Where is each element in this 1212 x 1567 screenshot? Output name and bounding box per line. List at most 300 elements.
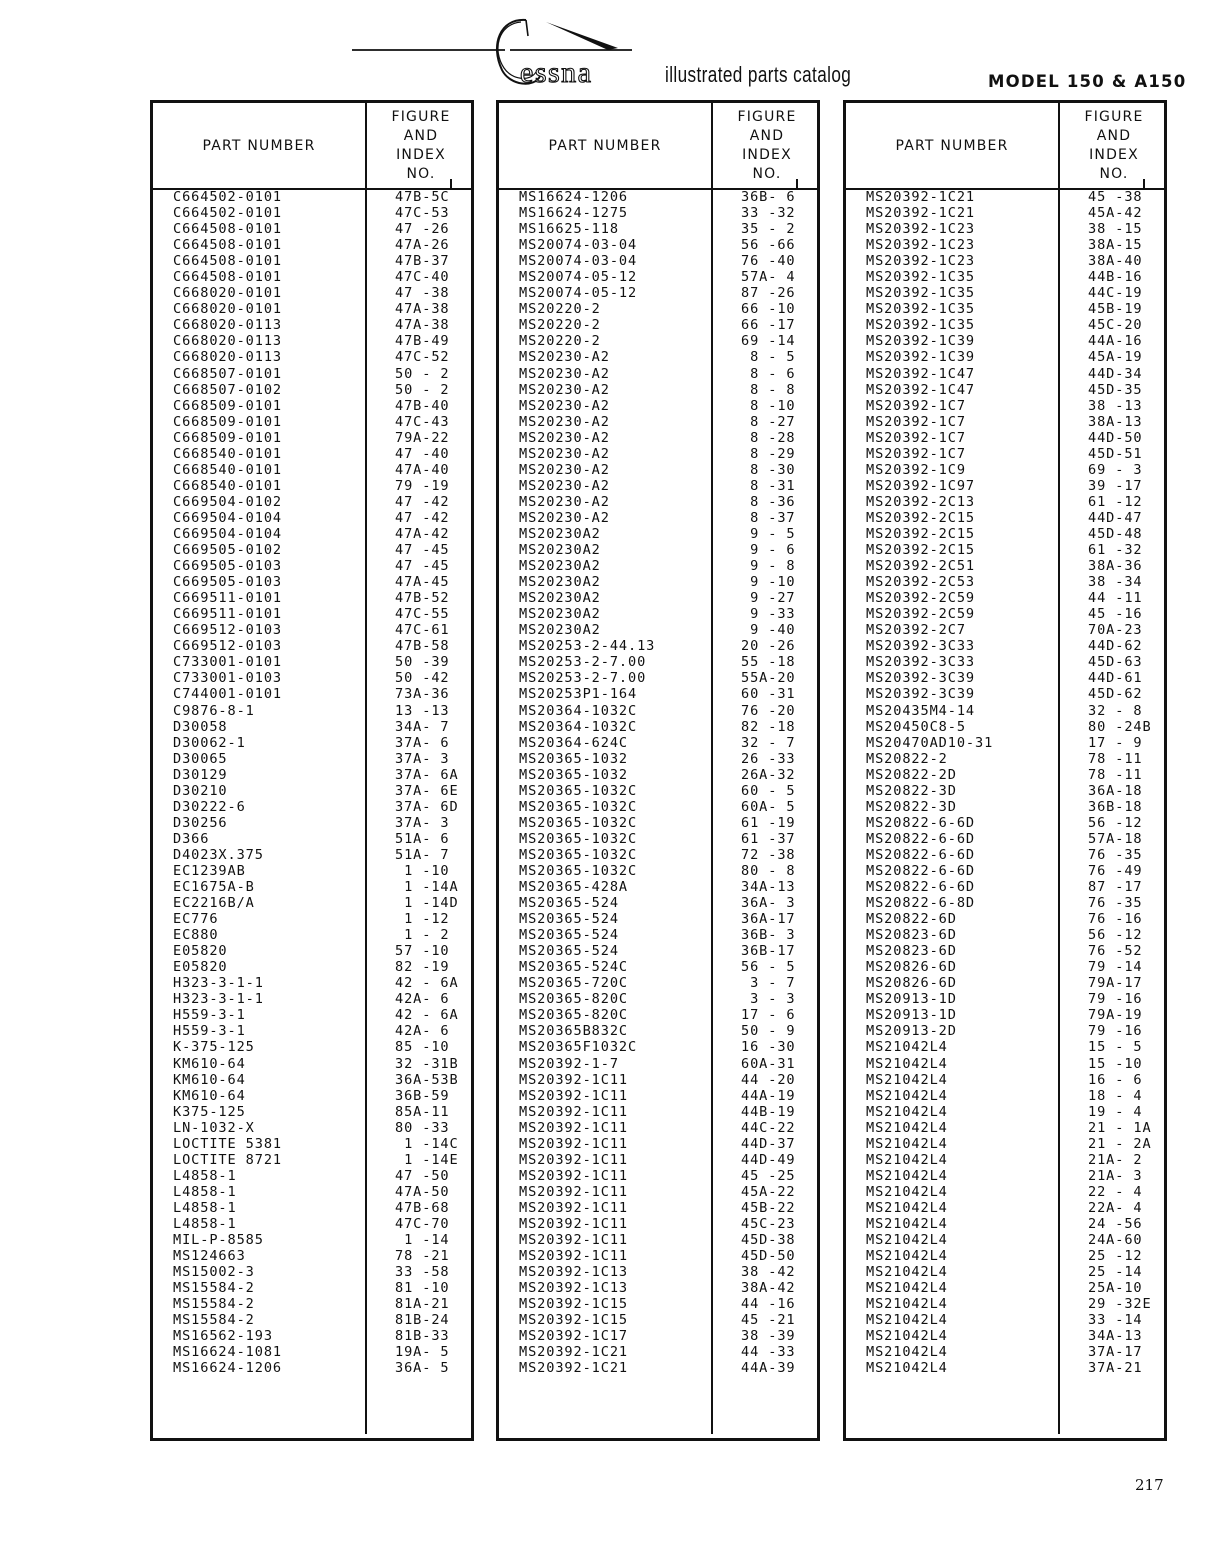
part-number-cell: MS124663 <box>173 1248 246 1265</box>
part-number-cell: MS20365-1032C <box>519 846 638 863</box>
part-number-cell: MS20392-1C11 <box>519 1248 629 1265</box>
figure-index-cell: 47 -40 <box>395 445 450 462</box>
figure-index-cell: 47A-50 <box>395 1183 450 1200</box>
part-number-cell: MS20392-1C11 <box>519 1135 629 1152</box>
part-number-cell: MS20392-2C15 <box>866 509 976 526</box>
part-number-cell: MS21042L4 <box>866 1296 948 1313</box>
table-row <box>153 478 471 494</box>
figure-index-cell: 1 -14D <box>395 895 459 912</box>
figure-index-cell: 38 -34 <box>1088 574 1143 591</box>
figure-index-cell: 81B-33 <box>395 1328 450 1345</box>
part-number-cell: MS20220-2 <box>519 301 601 318</box>
figure-index-cell: 9 -27 <box>741 590 796 607</box>
part-number-cell: MS20392-3C39 <box>866 670 976 687</box>
table-row <box>846 462 1164 478</box>
figure-index-cell: 66 -10 <box>741 301 796 318</box>
table-row <box>153 767 471 783</box>
part-number-cell: MS15584-2 <box>173 1280 255 1297</box>
part-number-cell: MS20392-1C13 <box>519 1264 629 1281</box>
figure-index-cell: 18 - 4 <box>1088 1087 1143 1104</box>
figure-index-cell: 56 -66 <box>741 237 796 254</box>
figure-index-cell: 56 - 5 <box>741 959 796 976</box>
figure-index-cell: 8 - 6 <box>741 365 796 382</box>
figure-index-cell: 35 - 2 <box>741 221 796 238</box>
figure-index-cell: 45D-62 <box>1088 686 1143 703</box>
figure-index-cell: 36B-18 <box>1088 798 1143 815</box>
part-number-cell: MS21042L4 <box>866 1344 948 1361</box>
figure-index-cell: 73A-36 <box>395 686 450 703</box>
model-label: MODEL 150 & A150 <box>988 72 1187 91</box>
figure-index-cell: 56 -12 <box>1088 927 1143 944</box>
part-number-cell: MS15584-2 <box>173 1296 255 1313</box>
figure-index-cell: 47B-52 <box>395 590 450 607</box>
part-number-cell: MS20392-1C11 <box>519 1071 629 1088</box>
part-number-cell: MS20253-2-7.00 <box>519 670 647 687</box>
part-number-cell: C669512-0103 <box>173 638 283 655</box>
table-row <box>153 686 471 702</box>
table-row <box>846 767 1164 783</box>
figure-index-cell: 1 -12 <box>395 911 450 928</box>
figure-index-cell: 1 -14A <box>395 879 459 896</box>
figure-index-cell: 44D-37 <box>741 1135 796 1152</box>
table-row <box>846 1072 1164 1088</box>
figure-index-cell: 85A-11 <box>395 1103 450 1120</box>
part-number-cell: MS21042L4 <box>866 1039 948 1056</box>
table-row <box>846 253 1164 269</box>
figure-index-cell: 60A-31 <box>741 1055 796 1072</box>
figure-index-cell: 76 -20 <box>741 702 796 719</box>
table-row <box>499 542 817 558</box>
part-number-cell: L4858-1 <box>173 1216 237 1232</box>
figure-index-cell: 36A-53B <box>395 1071 459 1088</box>
part-number-cell: MS20822-6-6D <box>866 830 976 847</box>
part-number-cell: MS20392-1C11 <box>519 1103 629 1120</box>
table-row <box>153 1136 471 1152</box>
table-row <box>499 895 817 911</box>
table-row <box>153 366 471 382</box>
figure-index-cell: 47B-40 <box>395 397 450 414</box>
figure-index-cell: 9 - 5 <box>741 525 796 542</box>
table-row <box>499 735 817 751</box>
figure-index-cell: 1 -14 <box>395 1232 450 1249</box>
table-row <box>499 237 817 253</box>
figure-index-cell: 45D-50 <box>741 1248 796 1265</box>
table-row <box>153 1039 471 1055</box>
part-number-cell: MS20392-1C11 <box>519 1183 629 1200</box>
part-number-cell: MS20365-524 <box>519 895 619 912</box>
table-row <box>153 414 471 430</box>
figure-index-cell: 47A-38 <box>395 317 450 334</box>
table-row <box>846 622 1164 638</box>
part-number-cell: D30210 <box>173 782 228 799</box>
table-row <box>499 927 817 943</box>
figure-index-cell: 36B- 3 <box>741 927 796 944</box>
part-number-cell: D30065 <box>173 750 228 767</box>
figure-index-cell: 45D-63 <box>1088 654 1143 671</box>
part-number-cell: MS20913-1D <box>866 1007 957 1024</box>
table-row <box>153 1104 471 1120</box>
table-row <box>153 879 471 895</box>
part-number-cell: MS21042L4 <box>866 1103 948 1120</box>
table-row <box>499 1200 817 1216</box>
table-row <box>846 269 1164 285</box>
table-row <box>846 1007 1164 1023</box>
figure-index-cell: 44D-49 <box>741 1151 796 1168</box>
table-row <box>153 1200 471 1216</box>
figure-index-cell: 57 -10 <box>395 943 450 960</box>
figure-index-cell: 44C-19 <box>1088 285 1143 302</box>
figure-index-cell: 51A- 7 <box>395 846 450 863</box>
part-number-cell: MS16625-118 <box>519 221 619 238</box>
table-row <box>153 943 471 959</box>
figure-index-cell: 25 -14 <box>1088 1264 1143 1281</box>
figure-index-cell: 42 - 6A <box>395 975 459 992</box>
figure-index-cell: 79A-19 <box>1088 1007 1143 1024</box>
page-number: 217 <box>1135 1476 1164 1494</box>
part-number-cell: MS20826-6D <box>866 959 957 976</box>
part-number-cell: MS20450C8-5 <box>866 718 966 735</box>
part-number-cell: MS20230A2 <box>519 590 601 607</box>
part-number-cell: MS20826-6D <box>866 975 957 992</box>
table-row <box>499 1216 817 1232</box>
table-row <box>499 414 817 430</box>
figure-index-cell: 37A- 3 <box>395 814 450 831</box>
table-row <box>846 1264 1164 1280</box>
part-number-cell: MS20392-1C23 <box>866 221 976 238</box>
figure-index-cell: 45A-22 <box>741 1183 796 1200</box>
part-number-cell: MS20392-2C15 <box>866 525 976 542</box>
table-row <box>153 735 471 751</box>
part-number-cell: MS21042L4 <box>866 1216 948 1232</box>
figure-index-cell: 26A-32 <box>741 766 796 783</box>
part-number-cell: MS20365-524 <box>519 927 619 944</box>
table-row <box>153 1152 471 1168</box>
table-row <box>846 414 1164 430</box>
part-number-cell: KM610-64 <box>173 1071 246 1088</box>
part-number-cell: MS20392-2C13 <box>866 493 976 510</box>
part-number-cell: MS20392-1C7 <box>866 413 966 430</box>
part-number-header: PART NUMBER <box>895 137 1009 154</box>
table-row <box>499 349 817 365</box>
table-row <box>153 863 471 879</box>
figure-index-cell: 24A-60 <box>1088 1232 1143 1249</box>
part-number-cell: MS20392-1C35 <box>866 317 976 334</box>
part-number-cell: MS20365-720C <box>519 975 629 992</box>
part-number-cell: MS20230-A2 <box>519 381 610 398</box>
table-row <box>846 237 1164 253</box>
table-row <box>846 1023 1164 1039</box>
part-number-cell: MS21042L4 <box>866 1232 948 1249</box>
figure-index-cell: 47 -45 <box>395 542 450 559</box>
figure-index-cell: 45D-35 <box>1088 381 1143 398</box>
parts-rows <box>153 189 471 1376</box>
part-number-cell: MS20392-1C11 <box>519 1216 629 1232</box>
part-number-cell: MS20823-6D <box>866 927 957 944</box>
table-row <box>846 606 1164 622</box>
figure-index-cell: 47C-70 <box>395 1216 450 1232</box>
figure-index-cell: 72 -38 <box>741 846 796 863</box>
table-row <box>846 1312 1164 1328</box>
table-row <box>846 446 1164 462</box>
table-row <box>499 1344 817 1360</box>
part-number-cell: H559-3-1 <box>173 1023 246 1040</box>
table-row <box>846 366 1164 382</box>
figure-index-cell: 32 - 8 <box>1088 702 1143 719</box>
part-number-cell: L4858-1 <box>173 1167 237 1184</box>
part-number-cell: MS15584-2 <box>173 1312 255 1329</box>
part-number-cell: KM610-64 <box>173 1087 246 1104</box>
table-row <box>499 1280 817 1296</box>
figure-index-cell: 45C-20 <box>1088 317 1143 334</box>
table-row <box>846 1088 1164 1104</box>
part-number-cell: C668020-0113 <box>173 333 283 350</box>
part-number-cell: K375-125 <box>173 1103 246 1120</box>
figure-index-cell: 61 -12 <box>1088 493 1143 510</box>
figure-index-cell: 45D-38 <box>741 1232 796 1249</box>
table-row <box>153 959 471 975</box>
part-number-cell: MIL-P-8585 <box>173 1232 264 1249</box>
table-row <box>499 686 817 702</box>
part-number-cell: MS20392-1C97 <box>866 477 976 494</box>
table-row <box>846 478 1164 494</box>
figure-index-cell: 79A-22 <box>395 429 450 446</box>
part-number-cell: MS20365B832C <box>519 1023 629 1040</box>
part-number-cell: MS20253P1-164 <box>519 686 638 703</box>
part-number-cell: D4023X.375 <box>173 846 264 863</box>
figure-index-cell: 79 -14 <box>1088 959 1143 976</box>
table-row <box>153 285 471 301</box>
figure-index-cell: 82 -18 <box>741 718 796 735</box>
figure-index-cell: 80 - 8 <box>741 862 796 879</box>
table-row <box>153 703 471 719</box>
figure-index-cell: 50 - 2 <box>395 381 450 398</box>
column-header <box>153 103 471 190</box>
table-row <box>499 205 817 221</box>
figure-index-cell: 81B-24 <box>395 1312 450 1329</box>
figure-index-cell: 50 -42 <box>395 670 450 687</box>
table-row <box>499 703 817 719</box>
part-number-header: PART NUMBER <box>202 137 316 154</box>
table-row <box>499 558 817 574</box>
table-row <box>153 895 471 911</box>
figure-index-cell: 44A-39 <box>741 1360 796 1377</box>
header-tick <box>796 179 798 188</box>
figure-index-cell: 76 -49 <box>1088 862 1143 879</box>
part-number-cell: MS20230A2 <box>519 606 601 623</box>
table-row <box>153 751 471 767</box>
table-row <box>153 911 471 927</box>
table-row <box>499 269 817 285</box>
figure-index-cell: 44D-62 <box>1088 638 1143 655</box>
figure-index-cell: 9 - 8 <box>741 558 796 575</box>
part-number-cell: MS20822-3D <box>866 798 957 815</box>
part-number-header: PART NUMBER <box>548 137 662 154</box>
table-row <box>846 831 1164 847</box>
figure-index-cell: 47C-40 <box>395 269 450 286</box>
table-row <box>846 638 1164 654</box>
figure-index-cell: 45D-48 <box>1088 525 1143 542</box>
table-row <box>153 333 471 349</box>
part-number-cell: MS21042L4 <box>866 1151 948 1168</box>
table-row <box>153 574 471 590</box>
table-row <box>499 1360 817 1376</box>
table-row <box>499 670 817 686</box>
table-row <box>499 526 817 542</box>
figure-index-header: FIGURE AND INDEX NO. <box>1084 109 1144 182</box>
part-number-cell: MS21042L4 <box>866 1312 948 1329</box>
part-number-cell: C669511-0101 <box>173 590 283 607</box>
table-row <box>153 1007 471 1023</box>
part-number-cell: MS20365-524 <box>519 911 619 928</box>
table-row <box>846 1328 1164 1344</box>
table-row <box>499 189 817 205</box>
table-row <box>153 189 471 205</box>
table-row <box>153 1168 471 1184</box>
part-number-cell: MS20364-624C <box>519 734 629 751</box>
table-row <box>153 558 471 574</box>
figure-index-cell: 87 -17 <box>1088 879 1143 896</box>
table-row <box>846 895 1164 911</box>
table-row <box>153 606 471 622</box>
figure-index-cell: 79 -16 <box>1088 991 1143 1008</box>
figure-index-cell: 45A-42 <box>1088 205 1143 222</box>
part-number-cell: MS20230-A2 <box>519 397 610 414</box>
part-number-cell: MS20392-2C59 <box>866 590 976 607</box>
table-row <box>499 494 817 510</box>
figure-index-cell: 45B-19 <box>1088 301 1143 318</box>
part-number-cell: MS21042L4 <box>866 1183 948 1200</box>
figure-index-cell: 47B-68 <box>395 1199 450 1216</box>
part-number-cell: MS21042L4 <box>866 1199 948 1216</box>
table-row <box>846 959 1164 975</box>
part-number-cell: MS20392-1C23 <box>866 237 976 254</box>
part-number-cell: MS20365-1032 <box>519 766 629 783</box>
part-number-cell: MS20822-3D <box>866 782 957 799</box>
figure-index-cell: 47B-5C <box>395 189 450 205</box>
figure-index-cell: 78 -11 <box>1088 766 1143 783</box>
table-row <box>846 911 1164 927</box>
part-number-cell: MS20220-2 <box>519 333 601 350</box>
figure-index-cell: 60 -31 <box>741 686 796 703</box>
figure-index-cell: 47C-53 <box>395 205 450 222</box>
table-row <box>846 751 1164 767</box>
figure-index-cell: 38A-42 <box>741 1280 796 1297</box>
table-row <box>499 446 817 462</box>
table-row <box>153 382 471 398</box>
table-row <box>846 1056 1164 1072</box>
parts-column-1 <box>150 100 474 1441</box>
figure-index-cell: 44 -33 <box>741 1344 796 1361</box>
part-number-cell: MS20392-1C35 <box>866 301 976 318</box>
part-number-cell: D30129 <box>173 766 228 783</box>
figure-index-cell: 8 -37 <box>741 509 796 526</box>
figure-index-cell: 45B-22 <box>741 1199 796 1216</box>
table-row <box>499 301 817 317</box>
table-row <box>153 847 471 863</box>
figure-index-cell: 34A-13 <box>741 879 796 896</box>
part-number-cell: MS20392-1C9 <box>866 461 966 478</box>
part-number-cell: MS20392-2C53 <box>866 574 976 591</box>
part-number-cell: MS21042L4 <box>866 1360 948 1377</box>
table-row <box>846 1360 1164 1376</box>
table-row <box>499 462 817 478</box>
table-row <box>153 349 471 365</box>
part-number-cell: D30256 <box>173 814 228 831</box>
figure-index-cell: 76 -52 <box>1088 943 1143 960</box>
table-row <box>153 638 471 654</box>
part-number-cell: C733001-0101 <box>173 654 283 671</box>
part-number-cell: MS21042L4 <box>866 1135 948 1152</box>
figure-index-cell: 79 -16 <box>1088 1023 1143 1040</box>
figure-index-cell: 36A-17 <box>741 911 796 928</box>
table-row <box>499 317 817 333</box>
part-number-cell: MS20392-1C39 <box>866 349 976 366</box>
part-number-cell: MS20365F1032C <box>519 1039 638 1056</box>
part-number-cell: MS20913-1D <box>866 991 957 1008</box>
figure-index-cell: 47 -38 <box>395 285 450 302</box>
table-row <box>153 542 471 558</box>
part-number-cell: C668020-0113 <box>173 349 283 366</box>
table-row <box>499 590 817 606</box>
table-row <box>846 285 1164 301</box>
figure-index-cell: 19A- 5 <box>395 1344 450 1361</box>
part-number-cell: C668020-0113 <box>173 317 283 334</box>
part-number-cell: MS20392-1C7 <box>866 429 966 446</box>
table-row <box>846 1039 1164 1055</box>
table-row <box>846 301 1164 317</box>
part-number-cell: MS20392-1C21 <box>866 189 976 205</box>
part-number-cell: KM610-64 <box>173 1055 246 1072</box>
table-row <box>153 446 471 462</box>
figure-index-cell: 25 -12 <box>1088 1248 1143 1265</box>
figure-index-cell: 8 -10 <box>741 397 796 414</box>
figure-index-cell: 44D-50 <box>1088 429 1143 446</box>
table-row <box>846 847 1164 863</box>
figure-index-cell: 44D-61 <box>1088 670 1143 687</box>
part-number-cell: MS20392-1-7 <box>519 1055 619 1072</box>
figure-index-cell: 37A- 3 <box>395 750 450 767</box>
figure-index-cell: 39 -17 <box>1088 477 1143 494</box>
table-row <box>846 221 1164 237</box>
table-row <box>153 494 471 510</box>
catalog-title: illustrated parts catalog <box>665 62 852 87</box>
figure-index-cell: 79A-17 <box>1088 975 1143 992</box>
table-row <box>846 783 1164 799</box>
table-row <box>499 1152 817 1168</box>
table-row <box>499 959 817 975</box>
figure-index-cell: 47 -45 <box>395 558 450 575</box>
table-row <box>499 1296 817 1312</box>
part-number-cell: MS20220-2 <box>519 317 601 334</box>
figure-index-cell: 16 -30 <box>741 1039 796 1056</box>
figure-index-cell: 44 -16 <box>741 1296 796 1313</box>
part-number-cell: MS20392-1C35 <box>866 269 976 286</box>
table-row <box>499 1232 817 1248</box>
part-number-cell: MS20822-2D <box>866 766 957 783</box>
table-row <box>153 317 471 333</box>
part-number-cell: E05820 <box>173 959 228 976</box>
figure-index-cell: 44C-22 <box>741 1119 796 1136</box>
part-number-cell: MS20822-6-6D <box>866 879 976 896</box>
figure-index-cell: 33 -14 <box>1088 1312 1143 1329</box>
part-number-cell: MS21042L4 <box>866 1119 948 1136</box>
part-number-cell: MS21042L4 <box>866 1071 948 1088</box>
table-row <box>846 1168 1164 1184</box>
part-number-cell: MS20364-1032C <box>519 702 638 719</box>
figure-index-cell: 66 -17 <box>741 317 796 334</box>
table-row <box>153 1328 471 1344</box>
table-row <box>153 1216 471 1232</box>
